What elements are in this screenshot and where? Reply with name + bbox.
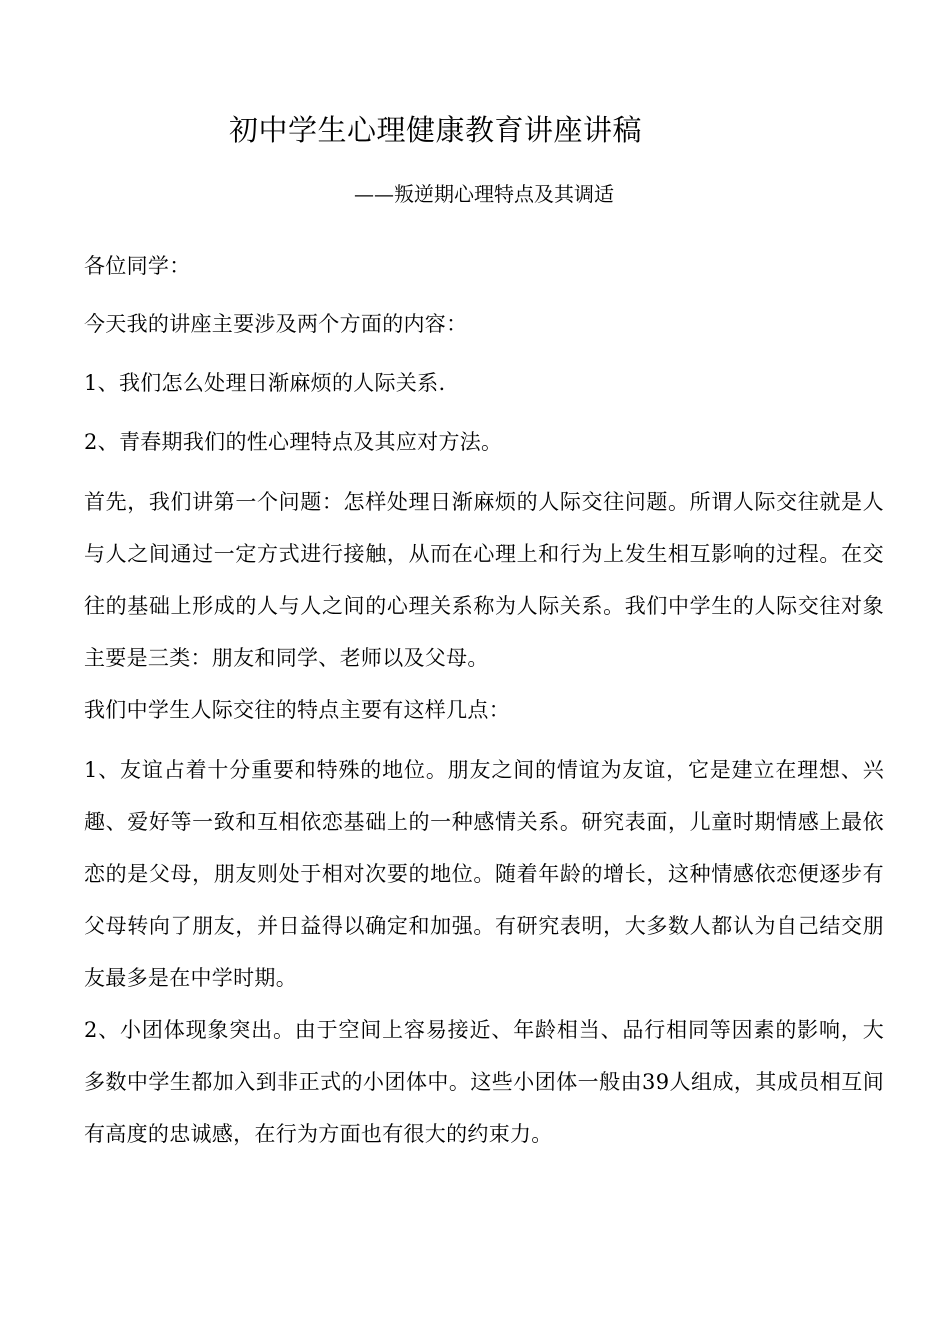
small-group-paragraph: 2、小团体现象突出。由于空间上容易接近、年龄相当、品行相同等因素的影响，大多数中学生都加入到非正式的小团体中。这些小团体一般由39人组成，其成员相互间有高度的忠诚感，在行为方面也有很大的约束力。 — [84, 1018, 884, 1146]
document-title: 初中学生心理健康教育讲座讲稿 — [229, 113, 643, 147]
friendship-paragraph: 1、友谊占着十分重要和特殊的地位。朋友之间的情谊为友谊，它是建立在理想、兴趣、爱好等一致和互相依恋基础上的一种感情关系。研究表面，儿童时期情感上最依恋的是父母，朋友则处于相对次要的地位。随着年龄的增长，这种情感依恋便逐步有父母转向了朋友，并日益得以确定和加强。有研究表明，大多数人都认为自己结交朋友最多是在中学时期。 — [84, 758, 884, 990]
topic-two-paragraph: 2、青春期我们的性心理特点及其应对方法。 — [84, 430, 503, 454]
interpersonal-paragraph: 首先，我们讲第一个问题：怎样处理日渐麻烦的人际交往问题。所谓人际交往就是人与人之间通过一定方式进行接触，从而在心理上和行为上发生相互影响的过程。在交往的基础上形成的人与人之间的心理关系称为人际关系。我们中学生的人际交往对象主要是三类：朋友和同学、老师以及父母。 — [84, 490, 884, 670]
intro-paragraph: 今天我的讲座主要涉及两个方面的内容： — [84, 312, 468, 336]
greeting-paragraph: 各位同学： — [84, 254, 191, 278]
features-intro-paragraph: 我们中学生人际交往的特点主要有这样几点： — [84, 698, 510, 722]
document-subtitle: ——叛逆期心理特点及其调适 — [354, 182, 614, 206]
topic-one-paragraph: 1、我们怎么处理日渐麻烦的人际关系. — [84, 371, 446, 395]
